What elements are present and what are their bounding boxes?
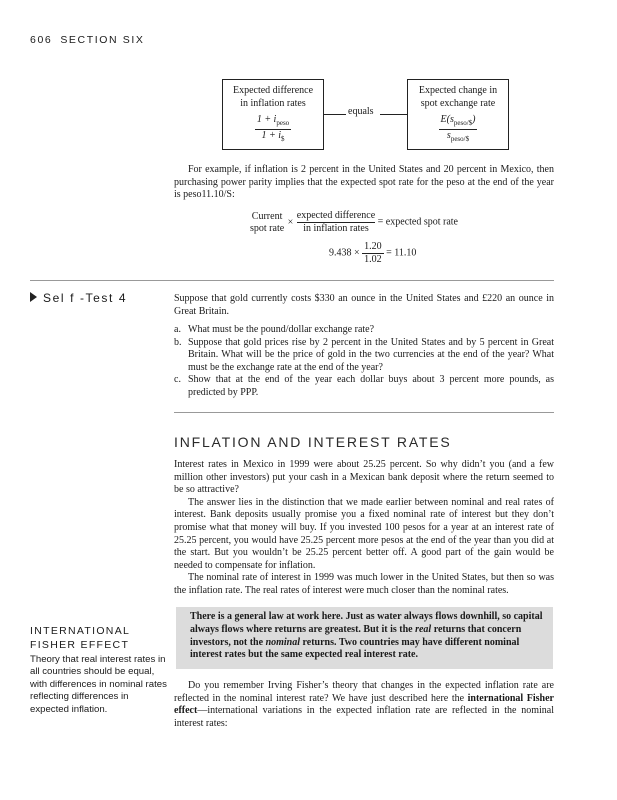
glossary-definition: Theory that real interest rates in all countries should be equal, with differences in nominal rates reflecting differences in expected inflation. bbox=[30, 654, 167, 715]
paragraph-segment: —international variations in the expected inflation rate are reflected in the nominal interest rates: bbox=[174, 705, 554, 729]
formula-term-difference bbox=[297, 210, 375, 235]
inflation-ratio bbox=[255, 114, 291, 145]
self-test-questions bbox=[174, 324, 554, 400]
page-number: 606 bbox=[30, 34, 53, 46]
paragraph-segment: Do you remember Irving Fisher’s theory that changes in the expected inflation rate are reflected in the nominal interest rate? We have just described here the bbox=[174, 680, 554, 704]
fraction-numerator bbox=[255, 114, 291, 130]
num-sub: peso bbox=[276, 119, 290, 127]
fraction-denominator bbox=[255, 130, 291, 145]
box-line: Expected difference bbox=[232, 85, 314, 96]
box-line: spot exchange rate bbox=[420, 98, 496, 109]
item-marker: a. bbox=[174, 324, 181, 335]
list-item bbox=[174, 337, 554, 375]
spot-rate-change-box bbox=[407, 79, 509, 150]
num-text: E(s bbox=[440, 114, 454, 125]
connector-line-left bbox=[324, 114, 346, 115]
term-line: INTERNATIONAL bbox=[30, 625, 131, 637]
self-test-label bbox=[30, 291, 127, 305]
term-line: spot rate bbox=[250, 222, 285, 234]
glossary-term bbox=[30, 624, 130, 652]
fraction-numerator: 1.20 bbox=[364, 241, 382, 252]
divider-top bbox=[30, 280, 554, 281]
item-text: What must be the pound/dollar exchange rate? bbox=[188, 324, 375, 335]
inflation-difference-box bbox=[222, 79, 324, 150]
section-body bbox=[174, 459, 554, 598]
term-line: expected difference bbox=[296, 210, 376, 221]
den-text: 1 + i bbox=[261, 130, 282, 141]
den-text: s bbox=[446, 130, 451, 141]
callout-emphasis: nominal bbox=[265, 636, 301, 648]
fraction-numerator bbox=[439, 114, 478, 130]
box-line: in inflation rates bbox=[240, 98, 306, 109]
fisher-paragraph bbox=[174, 680, 554, 730]
paragraph-text: For example, if inflation is 2 percent in the United States and 20 percent in Mexico, then purchasing power parity implies that the expected spot rate for the peso at the end of the year is peso11.10/S: bbox=[174, 164, 554, 201]
item-marker: b. bbox=[174, 336, 182, 348]
paragraph-text: Suppose that gold currently costs $330 an ounce in the United States and £220 an ounce in Great Britain. bbox=[174, 293, 554, 317]
num-close: ) bbox=[472, 114, 476, 125]
spot-ratio bbox=[439, 114, 478, 145]
formula-numeric bbox=[329, 241, 449, 266]
den-sub: $ bbox=[281, 135, 285, 143]
paragraph-text: The nominal rate of interest in 1999 was much lower in the United States, but then so was the inflation rate. The real rates of interest were much closer than the nominal rates. bbox=[174, 572, 554, 596]
divider-bottom bbox=[174, 412, 554, 413]
formula-left: 9.438 × bbox=[329, 247, 360, 259]
fraction-denominator bbox=[439, 130, 478, 145]
callout-segment: returns that concern investors, not the bbox=[190, 623, 522, 648]
connector-line-right bbox=[380, 114, 407, 115]
self-test-title: Sel f -Test 4 bbox=[43, 291, 128, 305]
page-header bbox=[30, 34, 144, 46]
term-line: Current bbox=[251, 210, 283, 222]
box-line: Expected change in bbox=[418, 85, 498, 96]
callout-emphasis: real bbox=[415, 623, 432, 635]
self-test-intro bbox=[174, 293, 554, 318]
term-line: in inflation rates bbox=[303, 223, 369, 234]
paragraph-text: Interest rates in Mexico in 1999 were about 25.25 percent. So why didn’t you (and a few million other investors) put your cash in a Mexican bank deposit where the return seemed to be so attractive? bbox=[174, 459, 554, 496]
key-point-text bbox=[190, 611, 546, 662]
list-item bbox=[174, 374, 554, 399]
item-text: Suppose that gold prices rise by 2 percent in the United States and by 5 percent in Great Britain. What will be the price of gold in the two currencies at the end of the year? What must be the exchange rate at the end of the year? bbox=[188, 336, 554, 373]
formula-word bbox=[250, 210, 480, 235]
connector-label: equals bbox=[348, 106, 374, 117]
key-term: international Fisher effect bbox=[174, 692, 554, 717]
formula-fraction bbox=[362, 241, 384, 266]
callout-segment: returns. Two countries may have different nominal interest rates but the same expected real interest rate. bbox=[190, 636, 520, 661]
num-text: 1 + i bbox=[256, 114, 277, 125]
section-label: SECTION SIX bbox=[60, 34, 145, 46]
term-line: FISHER EFFECT bbox=[30, 639, 130, 651]
item-text: Show that at the end of the year each dollar buys about 3 percent more pounds, as predicted by PPP. bbox=[188, 374, 554, 398]
den-sub: peso/$ bbox=[450, 135, 470, 143]
paragraph-text: The answer lies in the distinction that we made earlier between nominal and real rates of interest. Bank deposits usually promise you a fixed nominal rate of interest but they don’t promise what that money will buy. If you invested 100 pesos for a year at an interest rate of 25.25 percent, you would have 25.25 percent more pesos at the end of the year than you did at the start. But you wouldn’t be 25.25 percent better off. A good part of the gain would be needed to compensate for inflation. bbox=[174, 496, 554, 571]
num-sub: peso/$ bbox=[453, 119, 473, 127]
example-paragraph bbox=[174, 164, 554, 202]
item-marker: c. bbox=[174, 374, 181, 386]
formula-right: = 11.10 bbox=[386, 247, 417, 259]
section-title: INFLATION AND INTEREST RATES bbox=[174, 434, 452, 450]
formula-term-current bbox=[250, 211, 284, 235]
times-sign: × bbox=[287, 216, 294, 228]
fraction-denominator: 1.02 bbox=[364, 254, 382, 265]
triangle-bullet-icon bbox=[30, 292, 37, 302]
formula-result: = expected spot rate bbox=[377, 216, 458, 228]
callout-segment: There is a general law at work here. Just as water always flows downhill, so capital always flows where returns are greatest. But it is the bbox=[190, 611, 543, 635]
list-item bbox=[174, 324, 554, 337]
